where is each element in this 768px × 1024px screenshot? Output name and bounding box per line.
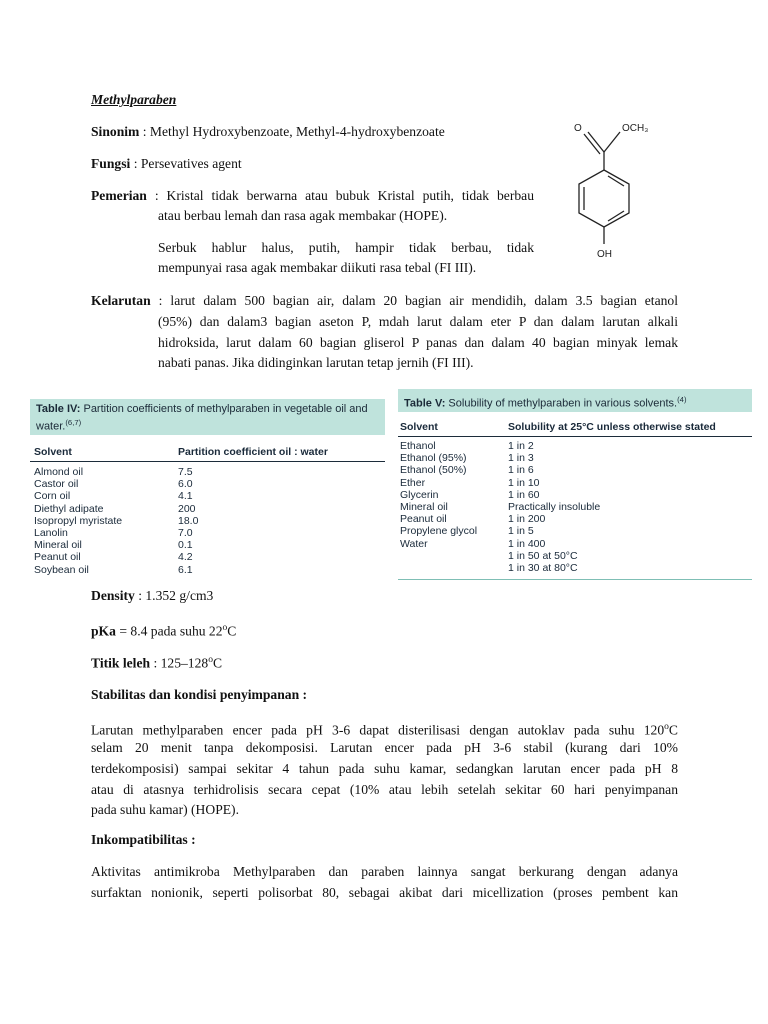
table-cell: Water	[400, 537, 428, 550]
kelarutan-text-3: hidroksida, larut dalam 60 bagian gliserol P panas dan dalam 40 bagian minyak lemak	[158, 335, 678, 350]
pemerian-text-2: atau berbau lemah dan rasa agak membakar (HOPE).	[158, 208, 448, 223]
table-row	[30, 527, 385, 539]
density-line	[91, 586, 213, 606]
sinonim-label: Sinonim	[91, 124, 140, 139]
table-cell: 7.0	[178, 526, 193, 539]
table-cell: 1 in 10	[508, 476, 540, 489]
table-row	[398, 440, 752, 452]
pemerian-para2-line1: Serbuk hablur halus, putih, hampir tidak berbau, tidak	[158, 240, 534, 255]
sinonim-line	[91, 122, 445, 142]
stabilitas-line1	[91, 717, 678, 741]
fungsi-value: : Persevatives agent	[130, 156, 242, 171]
table-row	[398, 538, 752, 550]
table-cell: Peanut oil	[400, 513, 447, 526]
table-row	[398, 477, 752, 489]
table-v-caption-ref: (4)	[677, 395, 687, 404]
kelarutan-line1	[91, 291, 678, 311]
kelarutan-text-4: nabati panas. Jika didinginkan larutan tetap jernih (FI III).	[158, 355, 474, 370]
table-cell: 1 in 50 at 50°C	[508, 549, 578, 562]
table-row	[30, 503, 385, 515]
inkompatibilitas-line1: Aktivitas antimikroba Methylparaben dan paraben lainnya sangat berkurang dengan adanya	[91, 864, 678, 879]
table-cell: Glycerin	[400, 488, 439, 501]
table-row	[398, 501, 752, 513]
table-cell: 6.1	[178, 563, 193, 576]
stabilitas-text-1: Larutan methylparaben encer pada pH 3-6 dapat disterilisasi dengan autoklav pada suhu 120	[91, 722, 665, 738]
structure-och3-label: OCH₃	[622, 123, 649, 134]
kelarutan-text-2: (95%) dan dalam3 bagian aseton P, mdah larut dalam eter P dan dalam larutan alkali	[158, 314, 678, 329]
pka-unit: C	[227, 623, 237, 639]
table-cell: Ethanol (95%)	[400, 452, 467, 465]
table-iv-header	[30, 443, 385, 462]
stabilitas-line3: terdekomposisi) sampai sekitar 4 tahun pada suhu kamar, sedangkan larutan encer pada pH 8	[91, 761, 678, 776]
kelarutan-label: Kelarutan	[91, 293, 151, 308]
stabilitas-unit: C	[668, 722, 678, 738]
table-v-caption	[398, 389, 752, 412]
titik-leleh-line	[91, 650, 222, 674]
table-v-col-solvent: Solvent	[400, 421, 438, 433]
table-cell: 4.2	[178, 551, 193, 564]
table-row	[398, 562, 752, 574]
document-title: Methylparaben	[91, 92, 177, 107]
table-cell: Isopropyl myristate	[34, 514, 123, 527]
table-cell: 6.0	[178, 478, 193, 491]
pka-value: = 8.4 pada suhu 22	[115, 623, 223, 639]
inkompatibilitas-heading: Inkompatibilitas :	[91, 832, 196, 847]
table-iv-caption	[30, 399, 385, 435]
inkompatibilitas-line2: surfaktan nonionik, seperti polisorbat 80, sebagai akibat dari micellization (proses pembent kan	[91, 885, 678, 900]
titik-leleh-degree: o	[208, 655, 213, 665]
table-cell: 4.1	[178, 490, 193, 503]
fungsi-line	[91, 154, 242, 174]
pemerian-line1	[91, 186, 534, 206]
table-cell: Ethanol	[400, 440, 436, 452]
fungsi-label: Fungsi	[91, 156, 131, 171]
table-row	[30, 478, 385, 490]
titik-leleh-label: Titik leleh	[91, 655, 151, 671]
table-row	[398, 550, 752, 562]
table-row	[398, 464, 752, 476]
table-row	[398, 489, 752, 501]
sinonim-value: : Methyl Hydroxybenzoate, Methyl-4-hydroxybenzoate	[139, 124, 445, 139]
titik-leleh-unit: C	[212, 655, 223, 671]
stabilitas-line2: selam 20 menit tanpa dekomposisi. Larutan encer pada pH 3-6 stabil (kurang dari 10%	[91, 740, 678, 755]
table-cell: 1 in 400	[508, 537, 546, 550]
table-row	[30, 490, 385, 502]
table-row	[398, 452, 752, 464]
table-iv-col-solvent: Solvent	[34, 446, 72, 458]
table-cell: Mineral oil	[400, 500, 448, 513]
table-cell: 18.0	[178, 514, 199, 527]
pemerian-para2-line2: mempunyai rasa agak membakar diikuti rasa tebal (FI III).	[158, 260, 477, 275]
table-row	[30, 551, 385, 563]
table-cell: Ether	[400, 476, 426, 489]
density-value: : 1.352 g/cm3	[134, 588, 214, 603]
pemerian-text-1: : Kristal tidak berwarna atau bubuk Kristal putih, tidak berbau	[146, 188, 534, 203]
table-cell: 1 in 30 at 80°C	[508, 561, 578, 574]
table-v-solubility	[398, 389, 752, 580]
table-cell: Corn oil	[34, 490, 71, 503]
table-iv-caption-text: Partition coefficients of methylparaben in vegetable oil and water.	[36, 403, 368, 433]
table-v-header	[398, 418, 752, 437]
table-cell: Soybean oil	[34, 563, 89, 576]
table-iv-col-coefficient: Partition coefficient oil : water	[178, 446, 328, 458]
pka-degree: o	[222, 623, 228, 633]
table-cell: 1 in 2	[508, 440, 534, 452]
table-cell: 1 in 5	[508, 525, 534, 538]
table-iv-caption-ref: (6,7)	[65, 418, 82, 427]
table-cell: Mineral oil	[34, 539, 82, 552]
table-cell: Castor oil	[34, 478, 79, 491]
stabilitas-line5: pada suhu kamar) (HOPE).	[91, 802, 239, 817]
table-cell: 1 in 3	[508, 452, 534, 465]
table-v-bottom-rule	[398, 579, 752, 580]
table-v-col-solubility: Solubility at 25°C unless otherwise stated	[508, 421, 716, 433]
table-cell: 7.5	[178, 466, 193, 478]
density-label: Density	[91, 588, 135, 603]
table-cell: 1 in 6	[508, 464, 534, 477]
methylparaben-structure-image	[560, 112, 690, 264]
table-row	[398, 513, 752, 525]
structure-oxygen-label: O	[574, 123, 582, 134]
table-row	[30, 515, 385, 527]
pemerian-label: Pemerian	[91, 188, 147, 203]
table-row	[30, 564, 385, 576]
table-v-caption-text: Solubility of methylparaben in various solvents.	[445, 397, 678, 410]
table-cell: Lanolin	[34, 526, 68, 539]
table-iv-caption-label: Table IV:	[36, 403, 81, 415]
stabilitas-heading: Stabilitas dan kondisi penyimpanan :	[91, 687, 308, 702]
table-cell: Almond oil	[34, 466, 84, 478]
table-row	[30, 466, 385, 478]
kelarutan-text-1: : larut dalam 500 bagian air, dalam 20 bagian air mendidih, dalam 3.5 bagian etanol	[150, 293, 678, 308]
table-row	[30, 539, 385, 551]
table-cell: 1 in 60	[508, 488, 540, 501]
table-cell: Practically insoluble	[508, 500, 601, 513]
table-cell: Peanut oil	[34, 551, 81, 564]
table-cell: Diethyl adipate	[34, 502, 104, 515]
table-row	[398, 525, 752, 537]
table-v-caption-label: Table V:	[404, 397, 446, 410]
table-iv-partition-coefficients	[30, 399, 385, 576]
pka-label: pKa	[91, 623, 116, 639]
pka-line	[91, 618, 236, 642]
table-cell: 200	[178, 502, 196, 515]
table-cell: Ethanol (50%)	[400, 464, 467, 477]
table-cell: 0.1	[178, 539, 193, 552]
table-cell: Propylene glycol	[400, 525, 478, 538]
titik-leleh-value: : 125–128	[150, 655, 209, 671]
stabilitas-degree: o	[664, 722, 669, 732]
structure-oh-label: OH	[597, 249, 612, 260]
table-cell: 1 in 200	[508, 513, 546, 526]
stabilitas-line4: atau di atasnya terhidrolisis secara cepat (10% atau lebih setelah sekitar 60 hari penyimpanan	[91, 782, 678, 797]
